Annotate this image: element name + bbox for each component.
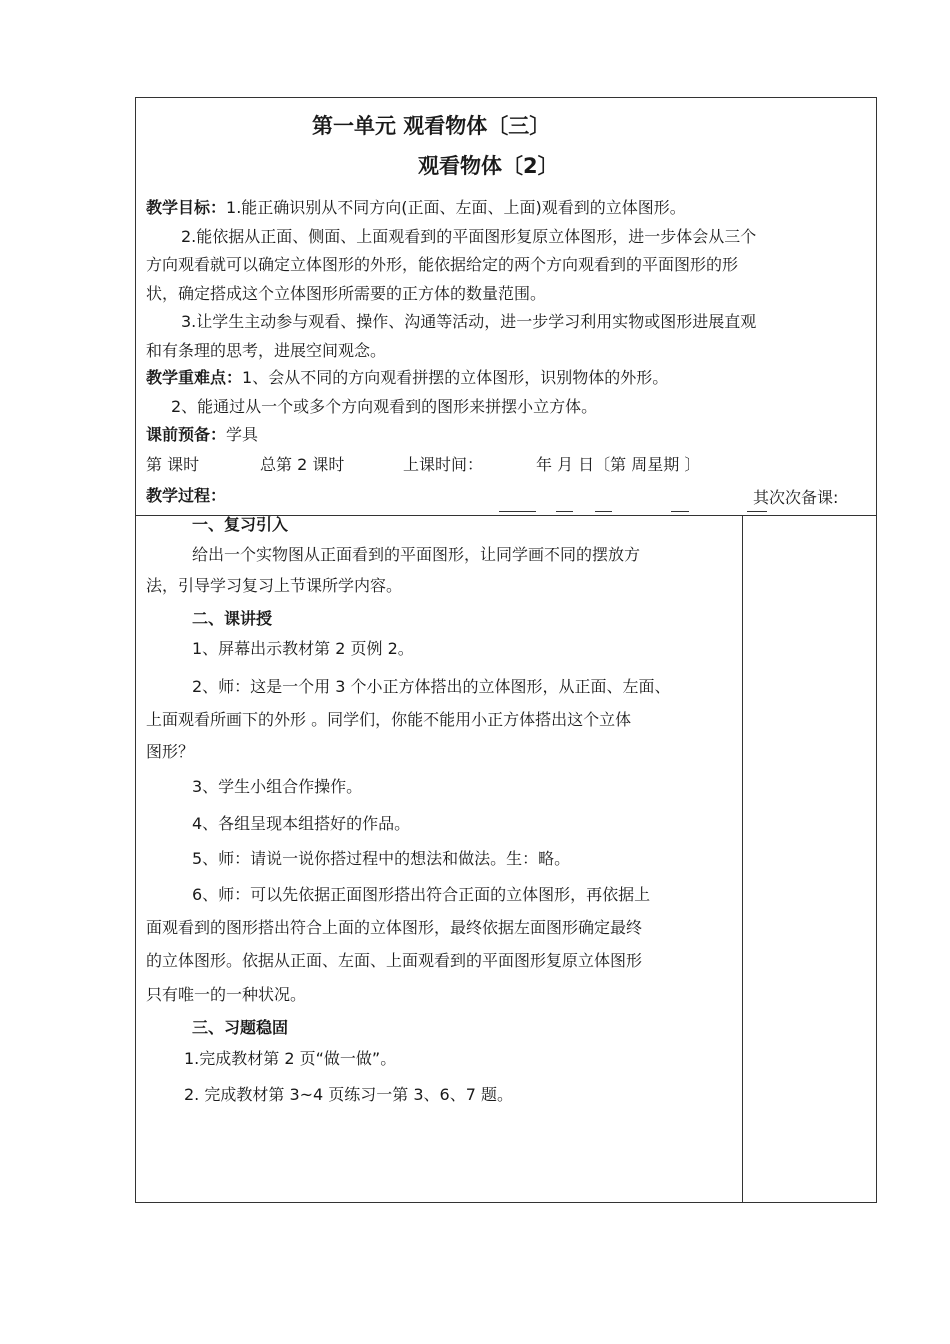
section-1-line-2: 法，引导学习复习上节课所学内容。 bbox=[146, 576, 403, 595]
blank-line bbox=[747, 511, 767, 512]
preparation-line bbox=[146, 425, 258, 445]
objective-2-line-3: 状，确定搭成这个立体图形所需要的正方体的数量范围。 bbox=[146, 284, 547, 303]
second-prep-cell bbox=[743, 515, 876, 1202]
section-2-item-5: 5、师：请说一说你搭过程中的想法和做法。生：略。 bbox=[192, 849, 571, 868]
header-cell bbox=[136, 98, 876, 516]
preparation-label: 课前预备： bbox=[146, 425, 227, 444]
section-2-item-3: 3、学生小组合作操作。 bbox=[192, 777, 363, 796]
lesson-number: 第 课时 bbox=[146, 455, 200, 474]
section-3-item-1: 1.完成教材第 2 页“做一做”。 bbox=[184, 1049, 397, 1068]
page-subtitle: 观看物体〔2〕 bbox=[418, 154, 559, 178]
objective-2-line-2: 方向观看就可以确定立体图形的外形，能依据给定的两个方向观看到的平面图形的形 bbox=[146, 255, 739, 274]
blank-line bbox=[556, 511, 573, 512]
second-prep-label: 其次次备课: bbox=[753, 488, 839, 507]
process-label: 教学过程： bbox=[146, 486, 227, 505]
blank-line bbox=[595, 511, 612, 512]
section-1-line-1: 给出一个实物图从正面看到的平面图形，让同学画不同的摆放方 bbox=[192, 545, 641, 564]
objective-3-line-1: 3.让学生主动参与观看、操作、沟通等活动，进一步学习利用实物或图形进展直观 bbox=[181, 312, 757, 331]
section-2-item-6-line-1: 6、师：可以先依据正面图形搭出符合正面的立体图形，再依据上 bbox=[192, 885, 651, 904]
objective-3-line-2: 和有条理的思考，进展空间观念。 bbox=[146, 341, 387, 360]
section-2-item-2-line-1: 2、师：这是一个用 3 个小正方体搭出的立体图形，从正面、左面、 bbox=[192, 677, 671, 696]
section-2-item-2-line-3: 图形？ bbox=[146, 742, 195, 761]
objectives-label: 教学目标： bbox=[146, 198, 227, 217]
class-time-label: 上课时间： bbox=[403, 455, 484, 474]
section-1-title: 一、复习引入 bbox=[192, 515, 289, 534]
page-title: 第一单元 观看物体〔三〕 bbox=[312, 114, 551, 138]
lesson-plan-table bbox=[135, 97, 877, 1203]
objectives-line-1 bbox=[146, 198, 686, 218]
section-3-title: 三、习题稳固 bbox=[192, 1018, 289, 1037]
class-date: 年 月 日〔第 周星期 〕 bbox=[536, 455, 701, 474]
key-point-2: 2、能通过从一个或多个方向观看到的图形来拼摆小立方体。 bbox=[171, 397, 598, 416]
key-points-label: 教学重难点： bbox=[146, 368, 243, 387]
key-point-1: 1、会从不同的方向观看拼摆的立体图形，识别物体的外形。 bbox=[242, 368, 669, 387]
preparation-value: 学具 bbox=[226, 425, 259, 444]
objective-1: 1.能正确识别从不同方向(正面、左面、上面)观看到的立体图形。 bbox=[226, 198, 686, 217]
section-2-item-2-line-2: 上面观看所画下的外形 。同学们，你能不能用小正方体搭出这个立体 bbox=[146, 710, 632, 729]
section-2-item-6-line-4: 只有唯一的一种状况。 bbox=[146, 985, 307, 1004]
blank-line bbox=[671, 511, 689, 512]
section-2-item-6-line-2: 面观看到的图形搭出符合上面的立体图形，最终依据左面图形确定最终 bbox=[146, 918, 643, 937]
section-2-title: 二、课讲授 bbox=[192, 609, 273, 628]
section-2-item-4: 4、各组呈现本组搭好的作品。 bbox=[192, 814, 411, 833]
blank-line bbox=[499, 511, 536, 512]
key-points-line-1 bbox=[146, 368, 668, 388]
total-lesson-number: 总第 2 课时 bbox=[260, 455, 345, 474]
objective-2-line-1: 2.能依据从正面、侧面、上面观看到的平面图形复原立体图形，进一步体会从三个 bbox=[181, 227, 757, 246]
section-3-item-2: 2. 完成教材第 3~4 页练习一第 3、6、7 题。 bbox=[184, 1085, 514, 1104]
section-2-item-6-line-3: 的立体图形。依据从正面、左面、上面观看到的平面图形复原立体图形 bbox=[146, 951, 643, 970]
section-2-item-1: 1、屏幕出示教材第 2 页例 2。 bbox=[192, 639, 414, 658]
teaching-process-cell bbox=[136, 515, 743, 1202]
